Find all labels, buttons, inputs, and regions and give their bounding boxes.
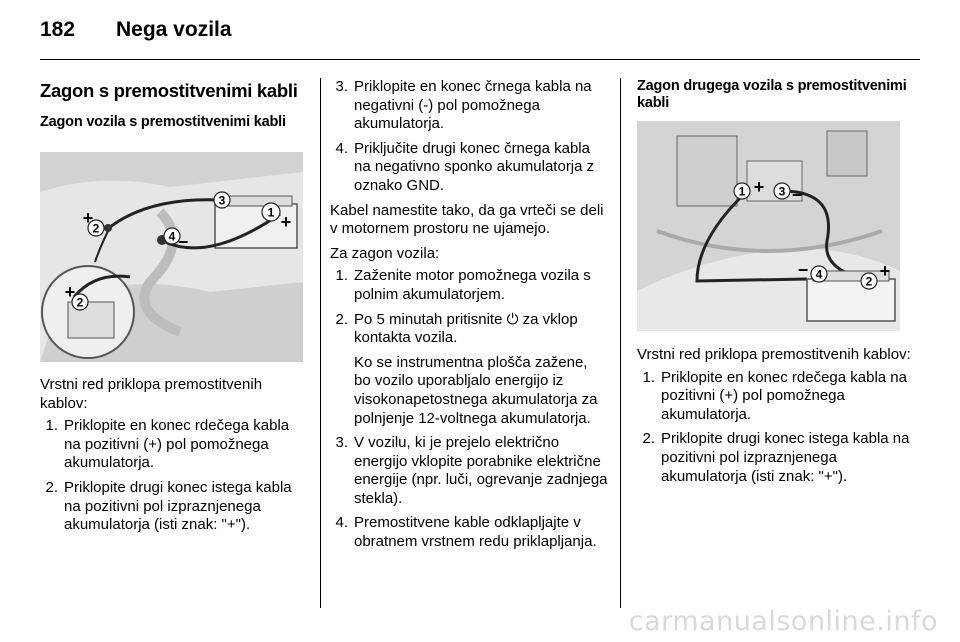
list-item: 1. Priklopite en konec rdečega kabla na pozitivni (+) pol pomožnega akumulatorja.: [642, 368, 907, 423]
list-item: 3. Priklopite en konec črnega kabla na negativni (-) pol pomožnega akumulatorja.: [335, 78, 592, 133]
page-number: 182: [40, 18, 76, 41]
list-item: 2. Po 5 minutah pritisnite ⏻ za vklop kontakta vozila. Ko se instrumentna plošča zažene, bo vozilo uporabljalo energijo iz visokonapetostnega akumulatorja za polnjenje 12-voltnega akumulatorja.: [335, 310, 598, 427]
list-item: 2. Priklopite drugi konec istega kabla na pozitivni pol izpraznjenega akumulatorja (isti znak: "+").: [45, 478, 292, 534]
label-3: 3: [778, 184, 786, 199]
minus-sign: −: [797, 260, 809, 280]
page-header: [40, 18, 920, 58]
plus-sign: +: [879, 261, 891, 281]
label-1: 1: [267, 205, 275, 220]
label-4: 4: [168, 229, 176, 244]
minus-sign: −: [791, 185, 803, 205]
column-1: [40, 78, 307, 541]
plus-sign: +: [280, 212, 292, 232]
list-item: 4. Priključite drugi konec črnega kabla na negativno sponko akumulatorja z oznako GND.: [335, 139, 595, 194]
label-4: 4: [815, 267, 823, 282]
column-divider-1: [320, 78, 321, 608]
section-heading: Zagon s premostitvenimi kabli: [40, 80, 298, 101]
watermark: carmanualsonline.info: [628, 606, 938, 637]
list-item: 1. Zaženite motor pomožnega vozila s polnim akumulatorjem.: [335, 267, 591, 303]
subsection-heading: Zagon vozila s premostitvenimi kabli: [40, 114, 286, 130]
column-2: [330, 78, 608, 558]
section-heading: Zagon drugega vozila s premostitvenimi kabli: [637, 78, 907, 111]
jumpstart-figure-2: [637, 121, 900, 331]
list-item: 1. Priklopite en konec rdečega kabla na pozitivni (+) pol pomožnega akumulatorja.: [45, 417, 290, 472]
paragraph: Kabel namestite tako, da ga vrteči se deli v motornem prostoru ne ujamejo.: [330, 201, 604, 238]
page-title: Nega vozila: [116, 18, 232, 41]
column-3: [637, 78, 922, 492]
label-1: 1: [738, 184, 746, 199]
list-item: 4. Premostitvene kable odklapljajte v obratnem vrstnem redu priklapljanja.: [335, 514, 597, 551]
start-steps: [330, 267, 608, 551]
paragraph: Za zagon vozila:: [330, 244, 440, 262]
header-rule: [40, 59, 920, 60]
connection-steps-continued: [330, 78, 608, 196]
intro-text: Vrstni red priklopa premostitvenih kablov:: [40, 376, 263, 412]
inset-label-2: 2: [76, 295, 84, 310]
label-2: 2: [865, 274, 873, 289]
column-divider-2: [620, 78, 621, 608]
jumpstart-figure-1: [40, 152, 303, 362]
minus-sign: −: [177, 232, 189, 252]
label-2: 2: [92, 221, 100, 236]
intro-text: Vrstni red priklopa premostitvenih kablov:: [637, 346, 911, 363]
connection-steps: [637, 369, 922, 487]
label-3: 3: [218, 193, 226, 208]
plus-sign: +: [753, 177, 765, 197]
list-item: 2. Priklopite drugi konec istega kabla na pozitivni pol izpraznjenega akumulatorja (isti znak: "+").: [642, 430, 910, 485]
plus-sign: +: [82, 208, 94, 228]
inset-plus-sign: +: [64, 282, 76, 302]
list-item: 3. V vozilu, ki je prejelo električno energijo vklopite porabnike električne energije (npr. luči, ogrevanje zadnjega stekla).: [335, 434, 608, 507]
connection-steps: [40, 417, 307, 535]
power-icon: ⏻: [506, 310, 519, 328]
